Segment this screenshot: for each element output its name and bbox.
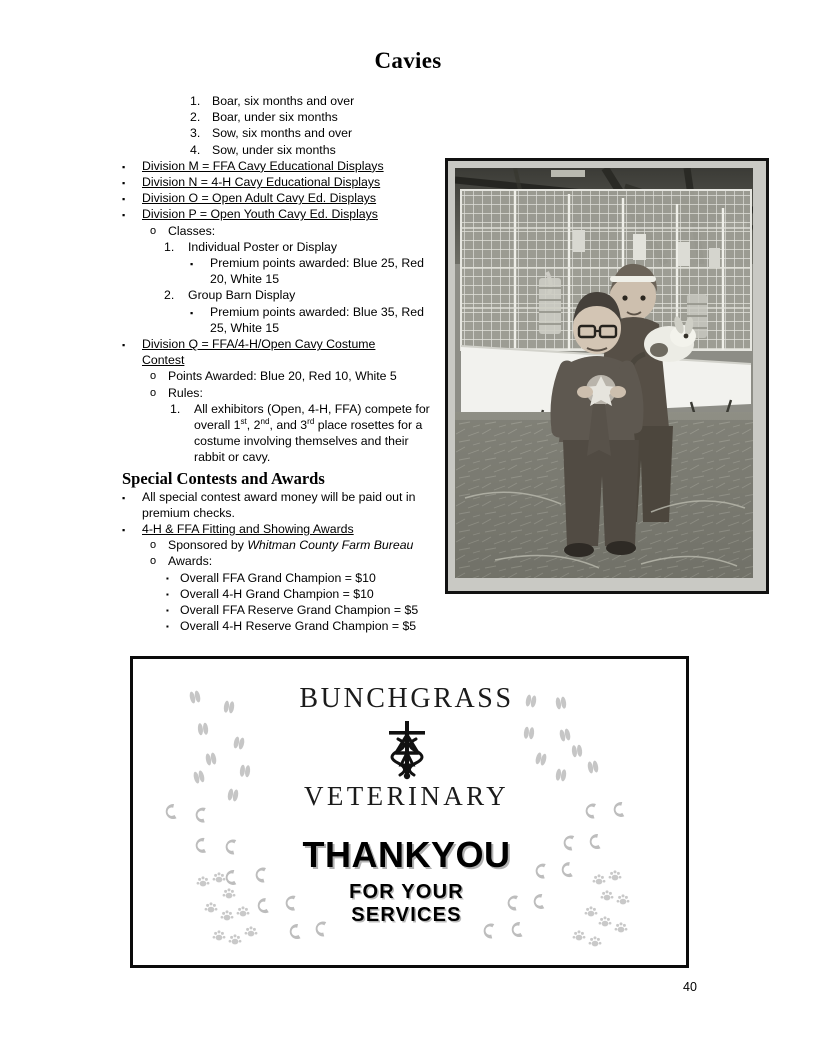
bullet-icon: ▪ [122, 492, 126, 503]
ad-for-line1: FOR YOUR [349, 881, 464, 903]
award-item [0, 570, 440, 586]
award-text: Overall 4-H Grand Champion = $10 [180, 586, 374, 601]
list-item [0, 142, 440, 158]
ad-for-your-services [133, 881, 680, 927]
award-item [0, 602, 440, 618]
list-marker: 4. [190, 142, 201, 157]
premium-points-row [0, 255, 440, 287]
division-item-n [0, 174, 440, 190]
division-label: Division Q = FFA/4-H/Open Cavy Costume Contest [142, 337, 376, 368]
bullet-icon: ▪ [190, 307, 194, 318]
division-item-m [0, 158, 440, 174]
circle-bullet-icon: o [150, 555, 157, 568]
section-heading: Special Contests and Awards [122, 468, 325, 488]
award-text: Overall 4-H Reserve Grand Champion = $5 [180, 619, 417, 634]
list-text: Boar, six months and over [212, 94, 355, 108]
list-marker: 3. [190, 126, 201, 141]
bullet-icon: ▪ [190, 259, 194, 270]
list-item [0, 239, 440, 255]
division-item-p [0, 206, 440, 222]
division-label: Division N = 4-H Cavy Educational Displays [142, 175, 381, 190]
rule-item [0, 401, 440, 466]
points-awarded-text: Points Awarded: Blue 20, Red 10, White 5 [168, 369, 397, 384]
rules-label: Rules: [168, 385, 203, 400]
list-text: Sow, under six months [212, 142, 336, 157]
page-title: Cavies [374, 48, 442, 73]
division-item-q [0, 336, 440, 368]
list-marker: 2. [190, 110, 201, 125]
list-marker: 1. [170, 401, 181, 416]
fair-photograph [445, 158, 769, 594]
bullet-icon: ▪ [122, 525, 126, 536]
list-text: Sow, six months and over [212, 126, 353, 141]
points-awarded-row [0, 368, 440, 384]
square-bullet-icon: ▪ [166, 606, 169, 616]
division-label: Division M = FFA Cavy Educational Displays [142, 158, 384, 173]
fitting-showing-awards [0, 521, 440, 537]
premium-points-text: Premium points awarded: Blue 35, Red 25, White 15 [210, 304, 424, 335]
award-item [0, 586, 440, 602]
bullet-icon: ▪ [122, 194, 126, 205]
advertisement-text [133, 659, 680, 959]
list-text: Individual Poster or Display [188, 239, 337, 254]
bullet-icon: ▪ [122, 178, 126, 189]
division-item-o [0, 190, 440, 206]
award-item [0, 618, 440, 634]
photo-illustration [455, 168, 753, 578]
awards-label: Awards: [168, 554, 213, 569]
list-item [0, 93, 440, 109]
list-item [0, 287, 440, 303]
payout-note [0, 489, 440, 521]
fitting-showing-label: 4-H & FFA Fitting and Showing Awards [142, 522, 354, 537]
square-bullet-icon: ▪ [166, 589, 169, 599]
classes-label: Classes: [168, 223, 216, 238]
bullet-icon: ▪ [122, 340, 126, 351]
ad-business-name-line2: VETERINARY [304, 781, 509, 811]
list-item [0, 109, 440, 125]
circle-bullet-icon: o [150, 386, 157, 399]
payout-text: All special contest award money will be paid out in premium checks. [142, 489, 416, 520]
list-text: Group Barn Display [188, 288, 296, 303]
circle-bullet-icon: o [150, 370, 157, 383]
sponsor-text: Sponsored by Whitman County Farm Bureau [168, 538, 414, 553]
circle-bullet-icon: o [150, 224, 157, 237]
rule-text: All exhibitors (Open, 4-H, FFA) compete for overall 1st, 2nd, and 3rd place rosettes for a costume involving themselves and their rabbit or cavy. [194, 401, 430, 465]
advertisement-bunchgrass-veterinary [130, 656, 689, 968]
list-text: Boar, under six months [212, 110, 338, 125]
square-bullet-icon: ▪ [166, 622, 169, 632]
premium-points-row [0, 304, 440, 336]
classes-label-row [0, 223, 440, 239]
sponsor-name: Whitman County Farm Bureau [247, 538, 414, 553]
list-item [0, 125, 440, 141]
bullet-icon: ▪ [122, 210, 126, 221]
ad-for-line2: SERVICES [351, 904, 462, 926]
page-number: 40 [683, 980, 697, 994]
caduceus-icon [380, 719, 434, 781]
ad-business-name-line1: BUNCHGRASS [299, 683, 514, 714]
list-marker: 2. [164, 288, 175, 303]
circle-bullet-icon: o [150, 539, 157, 552]
rules-label-row [0, 385, 440, 401]
awards-label-row [0, 553, 440, 569]
sponsor-row [0, 537, 440, 553]
main-text-column [0, 93, 440, 635]
square-bullet-icon: ▪ [166, 573, 169, 583]
ad-thank-you: THANKYOU [302, 834, 511, 875]
award-text: Overall FFA Grand Champion = $10 [180, 570, 376, 585]
division-label: Division P = Open Youth Cavy Ed. Displays [142, 207, 378, 222]
premium-points-text: Premium points awarded: Blue 25, Red 20, White 15 [210, 256, 424, 287]
award-text: Overall FFA Reserve Grand Champion = $5 [180, 603, 419, 618]
division-label: Division O = Open Adult Cavy Ed. Displays [142, 191, 377, 206]
photo-image [455, 168, 753, 578]
bullet-icon: ▪ [122, 161, 126, 172]
list-marker: 1. [190, 94, 201, 108]
list-marker: 1. [164, 239, 175, 254]
